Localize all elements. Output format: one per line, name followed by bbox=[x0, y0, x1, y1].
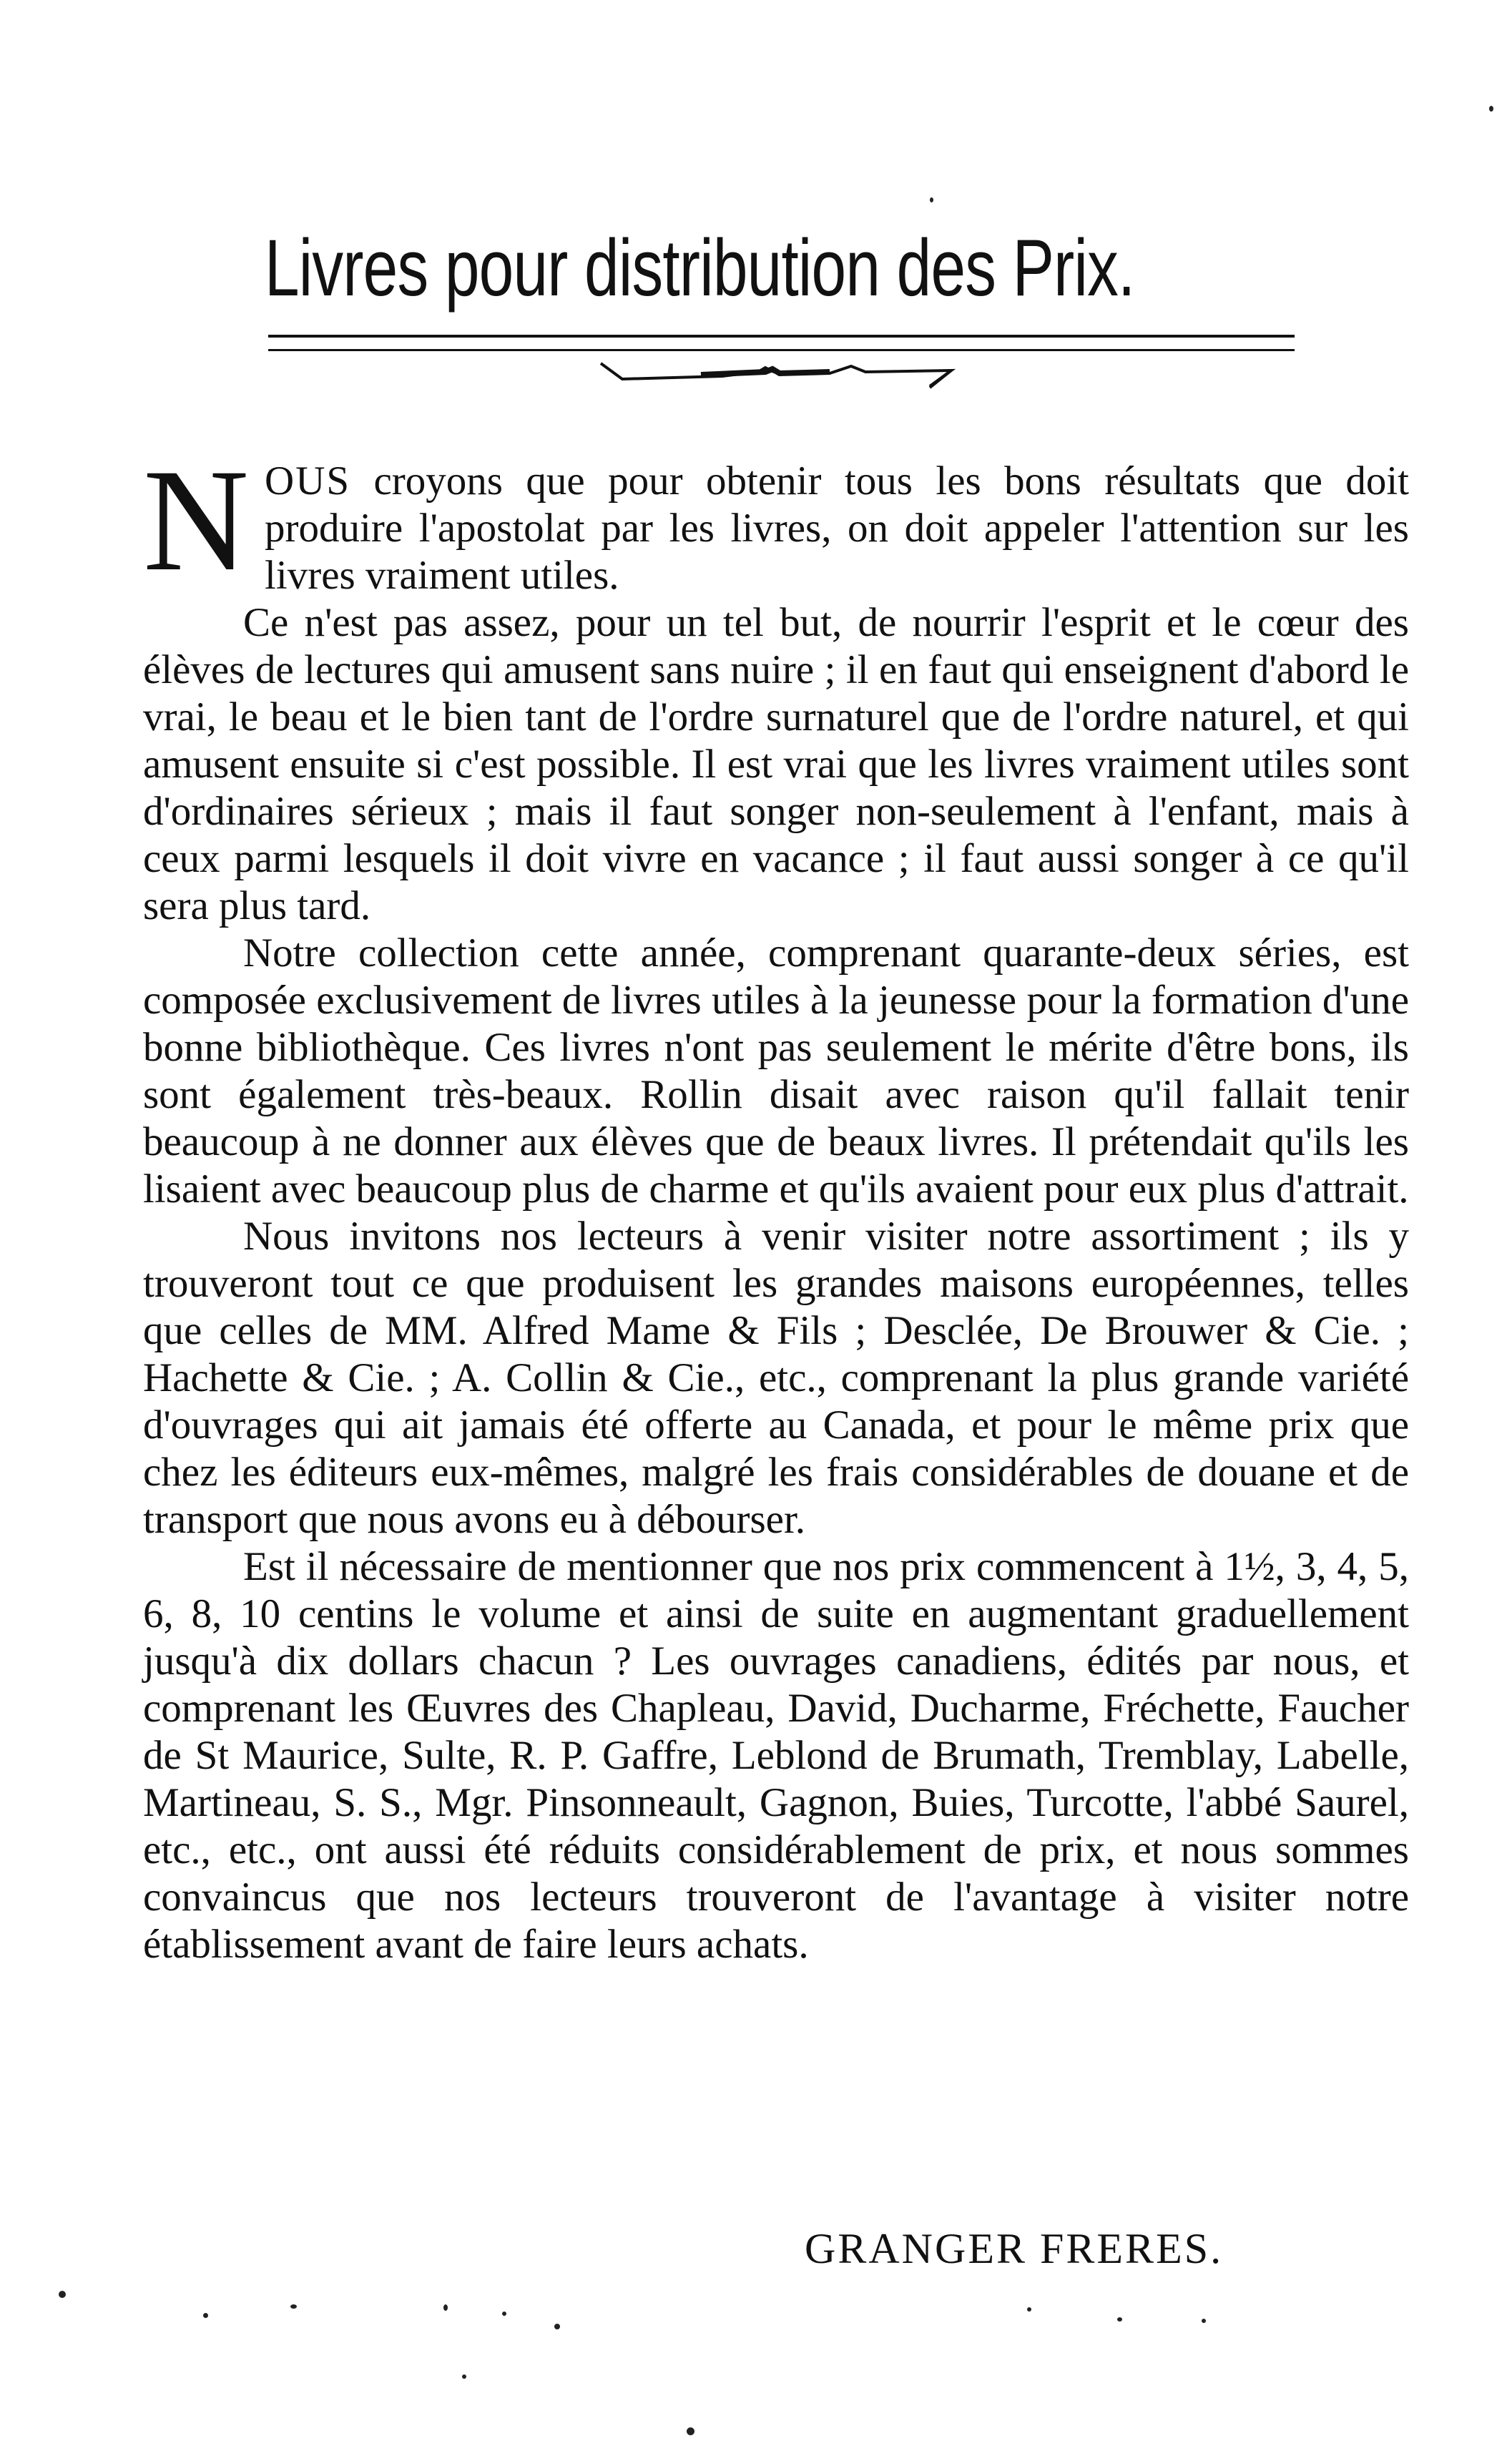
scan-speck bbox=[554, 2324, 560, 2329]
scan-speck bbox=[462, 2374, 466, 2379]
signature: GRANGER FRERES. bbox=[805, 2225, 1224, 2272]
scan-speck bbox=[290, 2304, 297, 2309]
drop-cap: N bbox=[143, 439, 250, 601]
title-rule-top bbox=[268, 335, 1295, 338]
article-body bbox=[143, 439, 1409, 1968]
paragraph-2: Ce n'est pas assez, pour un tel but, de nourrir l'esprit et le cœur des élèves de lectures qui amusent sans nuire ; il en faut qui enseignent d'abord le vrai, le beau et le bien tant de l'ordre surnaturel que de l'ordre naturel, et qui amusent ensuite si c'est possible. Il est vrai que les livres vraiment utiles sont d'ordinaires sérieux ; mais il faut songer non-seulement à l'enfant, mais à ceux parmi lesquels il doit vivre en vacance ; il faut aussi songer à ce qu'il sera plus tard. bbox=[143, 600, 1409, 928]
scan-speck bbox=[687, 2427, 694, 2435]
lead-capitals: OUS bbox=[265, 458, 351, 504]
paragraph-1-text: croyons que pour obtenir tous les bons résultats que doit produire l'apostolat par les livres, on doit appeler l'attention sur les livres vraiment utiles. bbox=[265, 458, 1409, 598]
scan-speck bbox=[1027, 2307, 1031, 2312]
scan-speck bbox=[443, 2304, 448, 2311]
page-title: Livres pour distribution des Prix. bbox=[265, 223, 1135, 313]
scan-speck bbox=[1489, 106, 1493, 112]
scan-speck bbox=[930, 197, 933, 202]
paragraph-5: Est il nécessaire de mentionner que nos prix commencent à 1½, 3, 4, 5, 6, 8, 10 centins le volume et ainsi de suite en augmentant graduellement jusqu'à dix dollars chacun ? Les ouvrages canadiens, édités par nous, et comprenant les Œuvres des Chapleau, David, Ducharme, Fréchette, Faucher de St Maurice, Sulte, R. P. Gaffre, Leblond de Brumath, Tremblay, Labelle, Martineau, S. S., Mgr. Pinsonneault, Gagnon, Buies, Turcotte, l'abbé Saurel, etc., etc., ont aussi été réduits considérablement de prix, et nous sommes convaincus que nos lecteurs trouveront de l'avantage à visiter notre établissement avant de faire leurs achats. bbox=[143, 1544, 1409, 1967]
title-rule-bottom bbox=[268, 349, 1295, 351]
paragraph-4: Nous invitons nos lecteurs à venir visiter notre assortiment ; ils y trouveront tout ce que produisent les grandes maisons européennes, telles que celles de MM. Alfred Mame & Fils ; Desclée, De Brouwer & Cie. ; Hachette & Cie. ; A. Collin & Cie., etc., comprenant la plus grande variété d'ouvrages qui ait jamais été offerte au Canada, et pour le même prix que chez les éditeurs eux-mêmes, malgré les frais considérables de douane et de transport que nous avons eu à débourser. bbox=[143, 1214, 1409, 1542]
paragraph-1 bbox=[143, 439, 1409, 601]
scan-speck bbox=[203, 2313, 208, 2318]
scan-speck bbox=[59, 2291, 66, 2298]
paragraph-3: Notre collection cette année, comprenant quarante-deux séries, est composée exclusivement de livres utiles à la jeunesse pour la formation d'une bonne bibliothèque. Ces livres n'ont pas seulement le mérite d'être bons, ils sont également très-beaux. Rollin disait avec raison qu'il fallait tenir beaucoup à ne donner aux élèves que de beaux livres. Il prétendait qu'ils les lisaient avec beaucoup plus de charme et qu'ils avaient pour eux plus d'attrait. bbox=[143, 930, 1409, 1212]
ornament-flourish bbox=[594, 358, 966, 393]
scan-speck bbox=[502, 2312, 506, 2316]
scan-speck bbox=[1117, 2317, 1122, 2322]
scan-speck bbox=[1202, 2319, 1206, 2323]
